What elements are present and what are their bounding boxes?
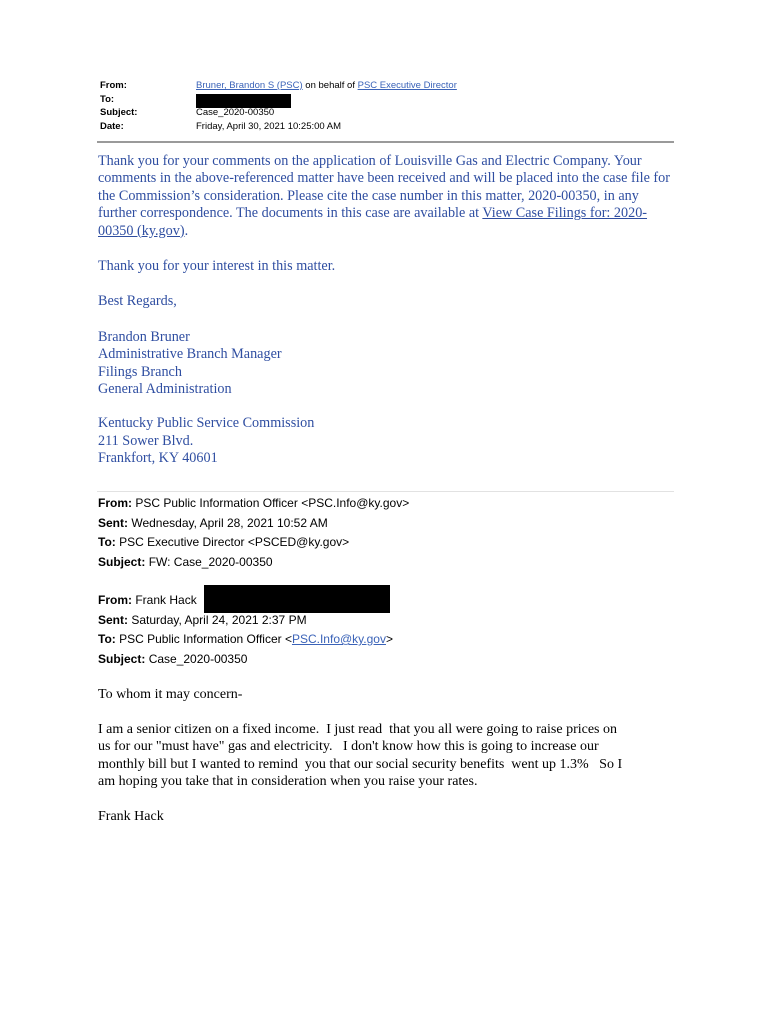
forward1-subject-label: Subject: (98, 554, 146, 569)
forward2-from-label: From: (98, 593, 132, 607)
header-divider (97, 141, 674, 143)
psc-info-email-link[interactable]: PSC.Info@ky.gov (291, 632, 386, 646)
reply-paragraph-2: Thank you for your interest in this matter. (98, 258, 336, 275)
to-label: To: (100, 93, 115, 105)
from-value (196, 79, 457, 93)
subject-label: Subject: (100, 107, 138, 118)
greeting: To whom it may concern- (98, 687, 243, 702)
forward1-subject-row (98, 553, 678, 573)
forward-divider (97, 491, 674, 492)
sender-signature: Frank Hack (98, 808, 164, 824)
header-to-row (100, 93, 675, 107)
on-behalf-text: on behalf of (302, 80, 358, 91)
forward1-from-label: From: (98, 496, 132, 510)
reply-paragraph-1 (98, 153, 673, 240)
forward1-to-value: PSC Executive Director <PSCED@ky.gov> (119, 535, 350, 549)
forward1-from-value: PSC Public Information Officer <PSC.Info@ky.gov> (135, 496, 410, 510)
forward1-to-row (98, 533, 678, 553)
forward2-from-row (98, 591, 678, 611)
message-line-4: am hoping you take that in consideration when you raise your rates. (98, 774, 478, 790)
forward2-to-row (98, 630, 678, 650)
forward2-subject-label: Subject: (98, 651, 146, 666)
forward2-sent-row (98, 611, 678, 631)
forward1-to-label: To: (98, 535, 116, 549)
forward2-sent-value: Saturday, April 24, 2021 2:37 PM (131, 612, 307, 627)
header-from-row (100, 79, 675, 93)
org-name: Kentucky Public Service Commission (98, 415, 315, 432)
reply-paragraph-1-text: Thank you for your comments on the application of Louisville Gas and Electric Company. Your comments in the above-referenced matter have been received and will be placed into the case file for the Commission’s consideration. Please cite the case number in this matter, 2020-00350, in any further correspondence. The documents in this case are available at (98, 153, 670, 222)
message-line-3: monthly bill but I wanted to remind you that our social security benefits went up 1.3% So I (98, 756, 623, 772)
header-subject-row (100, 106, 675, 120)
forward2-subject-value: Case_2020-00350 (148, 651, 248, 666)
signature-name: Brandon Bruner (98, 328, 190, 345)
forward2-to-prefix: PSC Public Information Officer < (119, 632, 292, 646)
signature-title: Administrative Branch Manager (98, 346, 282, 363)
forward-header-1 (98, 494, 678, 572)
header-date-row (100, 120, 675, 134)
redacted-sender-email (204, 585, 390, 613)
reply-body (98, 153, 673, 468)
forward1-sent-value: Wednesday, April 28, 2021 10:52 AM (131, 515, 328, 530)
subject-value: Case_2020-00350 (196, 107, 275, 118)
forward2-from-value: Frank Hack (135, 593, 197, 607)
message-line-1: I am a senior citizen on a fixed income. I just read that you all were going to raise prices on (98, 721, 617, 737)
email-header (100, 79, 675, 133)
on-behalf-link[interactable]: PSC Executive Director (357, 80, 457, 91)
reply-paragraph-1-end: . (184, 222, 189, 239)
reply-closing: Best Regards, (98, 293, 177, 310)
signature-division: General Administration (98, 381, 232, 398)
org-street: 211 Sower Blvd. (98, 432, 194, 449)
forward2-subject-row (98, 650, 678, 670)
forward1-sent-row (98, 514, 678, 534)
forward2-sent-label: Sent: (98, 612, 128, 627)
original-message (98, 686, 673, 826)
date-label: Date: (100, 120, 124, 132)
forward2-to-suffix: > (385, 632, 393, 646)
signature-branch: Filings Branch (98, 363, 182, 380)
forward-header-2 (98, 591, 678, 669)
org-city: Frankfort, KY 40601 (98, 450, 218, 467)
forward1-subject-value: FW: Case_2020-00350 (148, 554, 273, 569)
message-line-2: us for our "must have" gas and electricity. I don't know how this is going to increase our (98, 739, 599, 755)
view-case-filings-link[interactable]: View Case Filings for: 2020-00350 (ky.gov) (98, 205, 648, 239)
date-value: Friday, April 30, 2021 10:25:00 AM (196, 120, 342, 132)
forward1-sent-label: Sent: (98, 515, 128, 530)
forward1-from-row (98, 494, 678, 514)
from-label: From: (100, 80, 127, 91)
sender-link[interactable]: Bruner, Brandon S (PSC) (196, 80, 303, 91)
forward2-to-label: To: (98, 632, 116, 646)
